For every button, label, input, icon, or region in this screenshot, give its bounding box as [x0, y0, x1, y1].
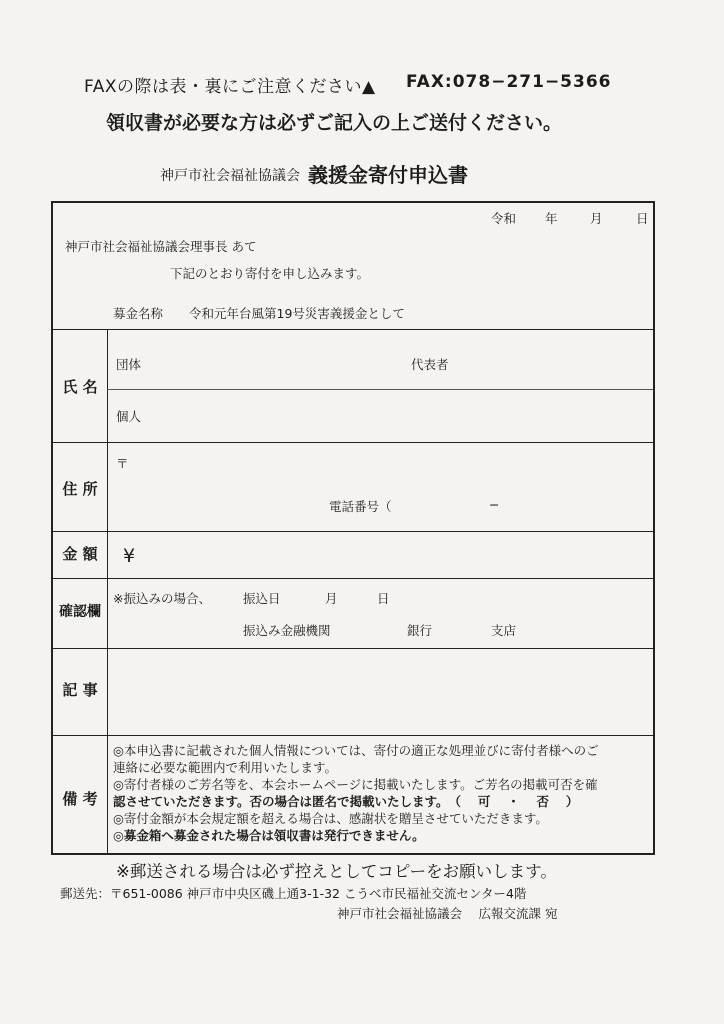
- divider: [53, 329, 653, 330]
- form-title: 義援金寄付申込書: [308, 163, 468, 187]
- group-label: 団体: [116, 357, 142, 372]
- phone-label: 電話番号（: [329, 499, 392, 514]
- date-month: 月: [590, 211, 603, 226]
- receipt-note: 領収書が必要な方は必ずご記入の上ご送付ください。: [106, 112, 563, 134]
- date-day: 日: [636, 211, 649, 226]
- divider: [53, 735, 653, 736]
- name-inner-divider: [107, 389, 653, 390]
- form-heading: [160, 157, 468, 186]
- phone-dash: −: [489, 497, 500, 512]
- fund-label: 募金名称: [113, 306, 164, 321]
- remarks-text: [113, 742, 653, 844]
- representative-label: 代表者: [411, 357, 449, 372]
- fund-name: 令和元年台風第19号災害義援金として: [189, 306, 405, 321]
- fax-caution-text: FAXの際は表・裏にご注意ください▲: [84, 77, 376, 97]
- divider: [53, 648, 653, 649]
- postal-mark: 〒: [116, 456, 129, 471]
- bank-label: 振込み金融機関: [243, 623, 331, 638]
- transfer-note: ※振込みの場合、: [113, 591, 211, 606]
- remarks-line: ◎寄付金額が本会規定額を超える場合は、感謝状を贈呈させていただきます。: [113, 811, 548, 826]
- remarks-label: 備 考: [62, 790, 98, 808]
- bank-text: 銀行: [407, 623, 433, 638]
- mailing-address: 郵送先：〒651-0086 神戸市中央区磯上通3-1-32 こうべ市民福祉交流センター4階: [60, 886, 527, 901]
- intro-text: 下記のとおり寄付を申し込みます。: [170, 266, 370, 281]
- address-label: 住 所: [62, 480, 98, 498]
- individual-label: 個人: [116, 409, 142, 424]
- date-era: 令和: [491, 211, 517, 226]
- remarks-line: 連絡に必要な範囲内で利用いたします。: [113, 760, 338, 775]
- remarks-line: ◎本申込書に記載された個人情報については、寄付の適正な処理並びに寄付者様へのご: [113, 743, 599, 758]
- memo-label: 記 事: [62, 681, 98, 699]
- transfer-month: 月: [325, 591, 338, 606]
- remarks-line: 認させていただきます。否の場合は匿名で掲載いたします。 （ 可 ・ 否 ）: [113, 794, 579, 809]
- label-column-divider: [107, 329, 108, 853]
- confirm-label: 確認欄: [59, 604, 101, 620]
- yen-mark: ¥: [123, 545, 136, 567]
- org-name: 神戸市社会福祉協議会: [160, 168, 300, 184]
- branch-text: 支店: [491, 623, 517, 638]
- name-label: 氏 名: [62, 378, 98, 396]
- donation-form: [51, 201, 655, 855]
- divider: [53, 531, 653, 532]
- divider: [53, 578, 653, 579]
- divider: [53, 442, 653, 443]
- fax-notice: [84, 72, 612, 97]
- amount-label: 金 額: [62, 545, 98, 563]
- remarks-line: ◎募金箱へ募金された場合は領収書は発行できません。: [113, 828, 425, 843]
- date-year: 年: [545, 211, 558, 226]
- addressee: 神戸市社会福祉協議会理事長 あて: [65, 239, 257, 254]
- remarks-line: ◎寄付者様のご芳名等を、本会ホームページに掲載いたします。ご芳名の掲載可否を確: [113, 777, 598, 792]
- department: 神戸市社会福祉協議会 広報交流課 宛: [337, 906, 558, 921]
- fax-number: FAX:078−271−5366: [406, 72, 612, 92]
- copy-note: ※郵送される場合は必ず控えとしてコピーをお願いします。: [116, 862, 557, 881]
- transfer-day: 日: [377, 591, 390, 606]
- transfer-date-label: 振込日: [243, 591, 281, 606]
